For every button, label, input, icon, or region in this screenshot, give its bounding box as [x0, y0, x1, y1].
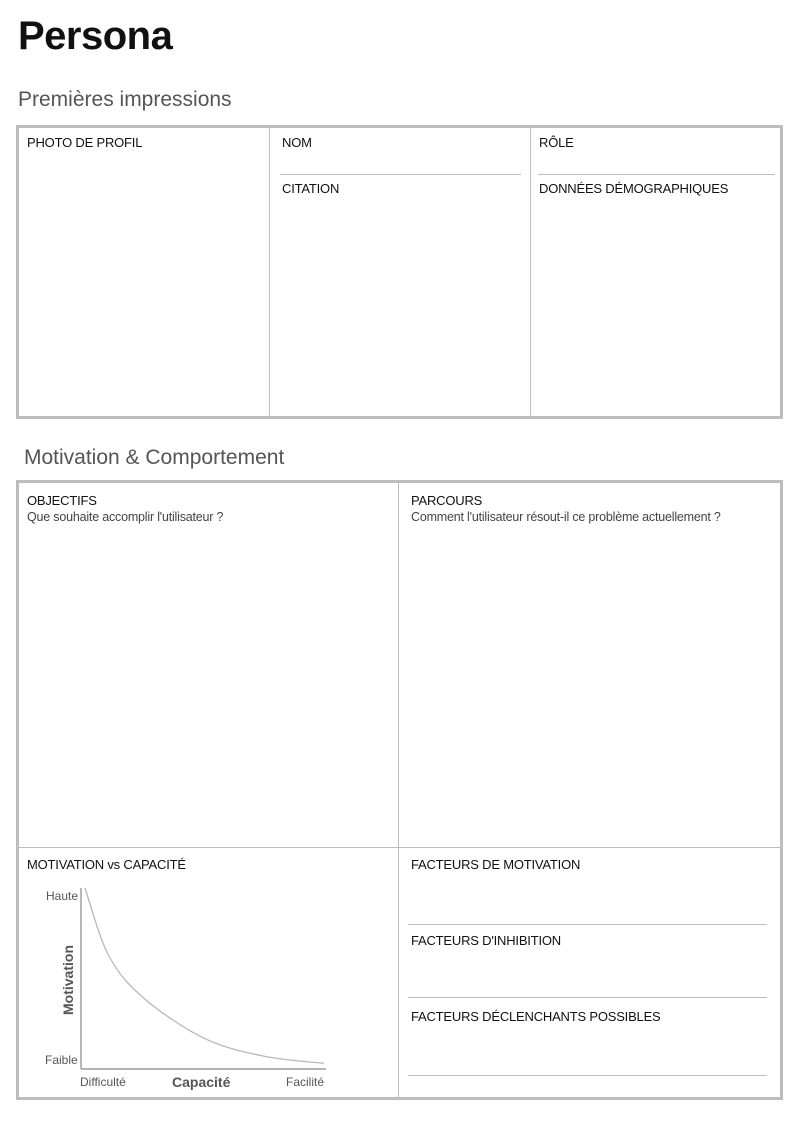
goals-question: Que souhaite accomplir l'utilisateur ?	[27, 510, 224, 524]
motivation-factors-label: FACTEURS DE MOTIVATION	[411, 857, 581, 872]
section-heading-motivation-behavior: Motivation & Comportement	[24, 446, 285, 469]
motivation-factors-field[interactable]	[408, 876, 767, 922]
y-tick-low: Faible	[45, 1053, 78, 1067]
inhibition-factors-label: FACTEURS D'INHIBITION	[411, 933, 561, 948]
demographics-label: DONNÉES DÉMOGRAPHIQUES	[539, 181, 729, 196]
x-axis-title: Capacité	[172, 1074, 231, 1090]
photo-label: PHOTO DE PROFIL	[27, 135, 143, 150]
journey-label: PARCOURS	[411, 493, 483, 508]
divider	[408, 1075, 767, 1076]
journey-question: Comment l'utilisateur résout-il ce problème actuellement ?	[411, 510, 721, 524]
role-label: RÔLE	[539, 135, 574, 150]
name-label: NOM	[282, 135, 312, 150]
y-tick-high: Haute	[46, 889, 79, 903]
y-axis-title: Motivation	[60, 945, 76, 1015]
triggers-field[interactable]	[408, 1028, 767, 1073]
page-title: Persona	[18, 14, 173, 58]
goals-label: OBJECTIFS	[27, 493, 97, 508]
x-tick-difficulty: Difficulté	[80, 1075, 126, 1089]
divider	[408, 997, 767, 998]
chart-label: MOTIVATION vs CAPACITÉ	[27, 857, 186, 872]
x-tick-ease: Facilité	[286, 1075, 325, 1089]
chart-series-line	[85, 888, 324, 1063]
section-heading-first-impressions: Premières impressions	[18, 88, 232, 111]
inhibition-factors-field[interactable]	[408, 952, 767, 996]
triggers-label: FACTEURS DÉCLENCHANTS POSSIBLES	[411, 1009, 661, 1024]
quote-label: CITATION	[282, 181, 340, 196]
divider	[408, 924, 767, 925]
